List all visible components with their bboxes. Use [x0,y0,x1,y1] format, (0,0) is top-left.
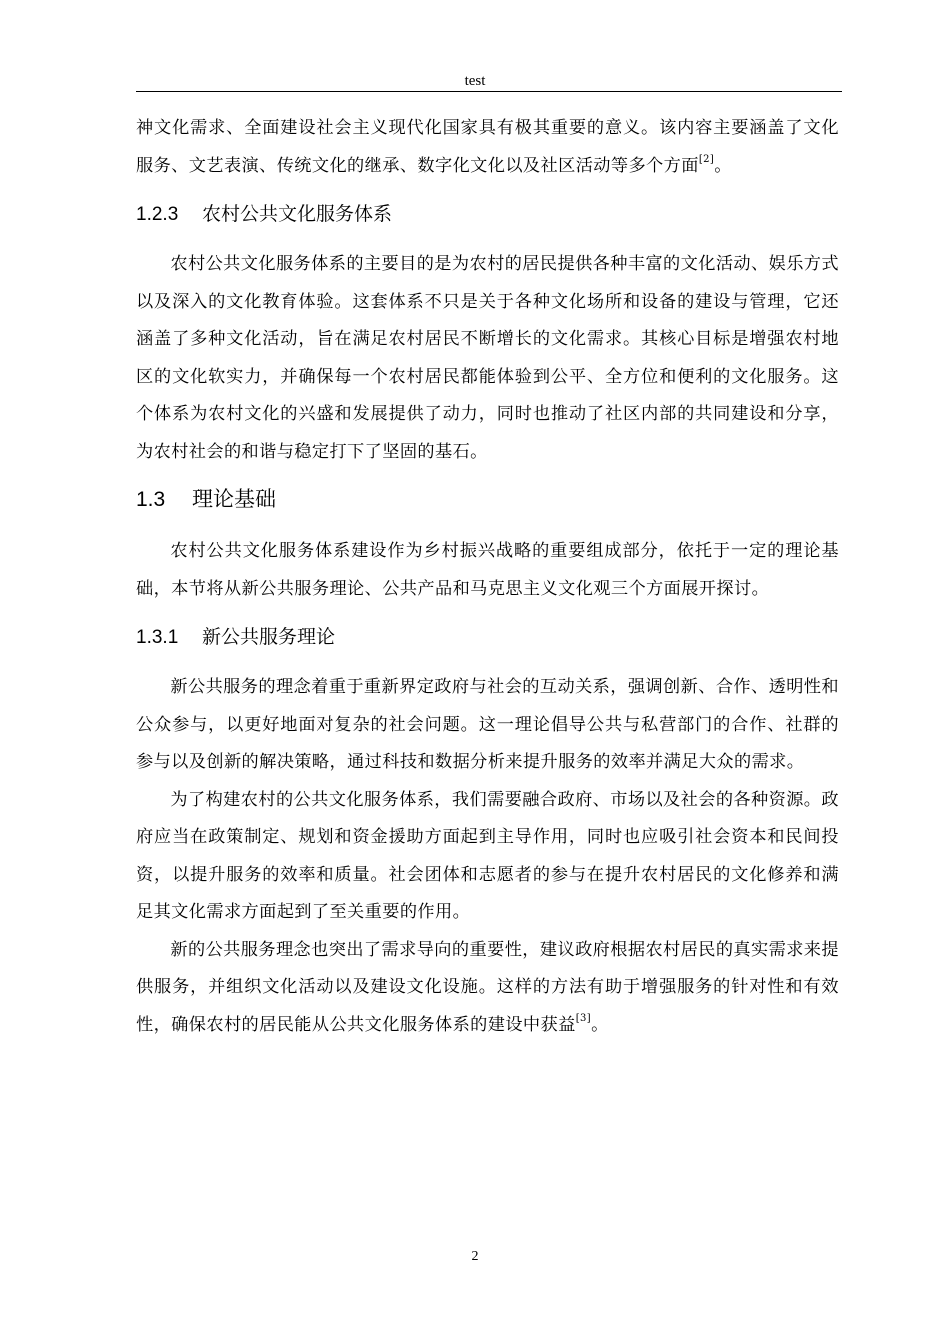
paragraph-end: 。 [591,1014,609,1035]
page-content [136,110,839,1044]
section-heading-1-3-1 [136,622,839,649]
paragraph-text: 新的公共服务理念也突出了需求导向的重要性，建议政府根据农村居民的真实需求来提供服务，并组织文化活动以及建设文化设施。这样的方法有助于增强服务的针对性和有效性，确保农村的居民能从公共文化服务体系的建设中获益 [136,939,839,1035]
header-rule [136,91,842,92]
section-number: 1.2.3 [136,204,179,225]
paragraph-continued [136,110,839,185]
paragraph-text: 神文化需求、全面建设社会主义现代化国家具有极其重要的意义。该内容主要涵盖了文化服务、文艺表演、传统文化的继承、数字化文化以及社区活动等多个方面 [136,118,839,176]
section-number: 1.3.1 [136,627,179,648]
paragraph [136,932,839,1045]
paragraph: 为了构建农村的公共文化服务体系，我们需要融合政府、市场以及社会的各种资源。政府应当在政策制定、规划和资金援助方面起到主导作用，同时也应吸引社会资本和民间投资，以提升服务的效率和质量。社会团体和志愿者的参与在提升农村居民的文化修养和满足其文化需求方面起到了至关重要的作用。 [136,789,839,922]
page-number: 2 [471,1249,479,1264]
section-heading-1-2-3 [136,199,839,226]
section-title: 农村公共文化服务体系 [202,203,393,225]
citation-ref: [2] [698,153,715,165]
section-title: 理论基础 [192,487,276,511]
paragraph: 新公共服务的理念着重于重新界定政府与社会的互动关系，强调创新、合作、透明性和公众参与，以更好地面对复杂的社会问题。这一理论倡导公共与私营部门的合作、社群的参与以及创新的解决策略，通过科技和数据分析来提升服务的效率并满足大众的需求。 [136,677,839,772]
paragraph: 农村公共文化服务体系建设作为乡村振兴战略的重要组成部分，依托于一定的理论基础，本节将从新公共服务理论、公共产品和马克思主义文化观三个方面展开探讨。 [136,541,839,599]
section-number: 1.3 [136,488,166,511]
page-header: test [464,73,486,89]
citation-ref: [3] [575,1012,592,1024]
paragraph-end: 。 [714,155,732,176]
paragraph: 农村公共文化服务体系的主要目的是为农村的居民提供各种丰富的文化活动、娱乐方式以及深入的文化教育体验。这套体系不只是关于各种文化场所和设备的建设与管理，它还涵盖了多种文化活动，旨在满足农村居民不断增长的文化需求。其核心目标是增强农村地区的文化软实力，并确保每一个农村居民都能体验到公平、全方位和便利的文化服务。这个体系为农村文化的兴盛和发展提供了动力，同时也推动了社区内部的共同建设和分享，为农村社会的和谐与稳定打下了坚固的基石。 [136,254,839,462]
section-title: 新公共服务理论 [202,626,336,648]
section-heading-1-3 [136,483,839,513]
